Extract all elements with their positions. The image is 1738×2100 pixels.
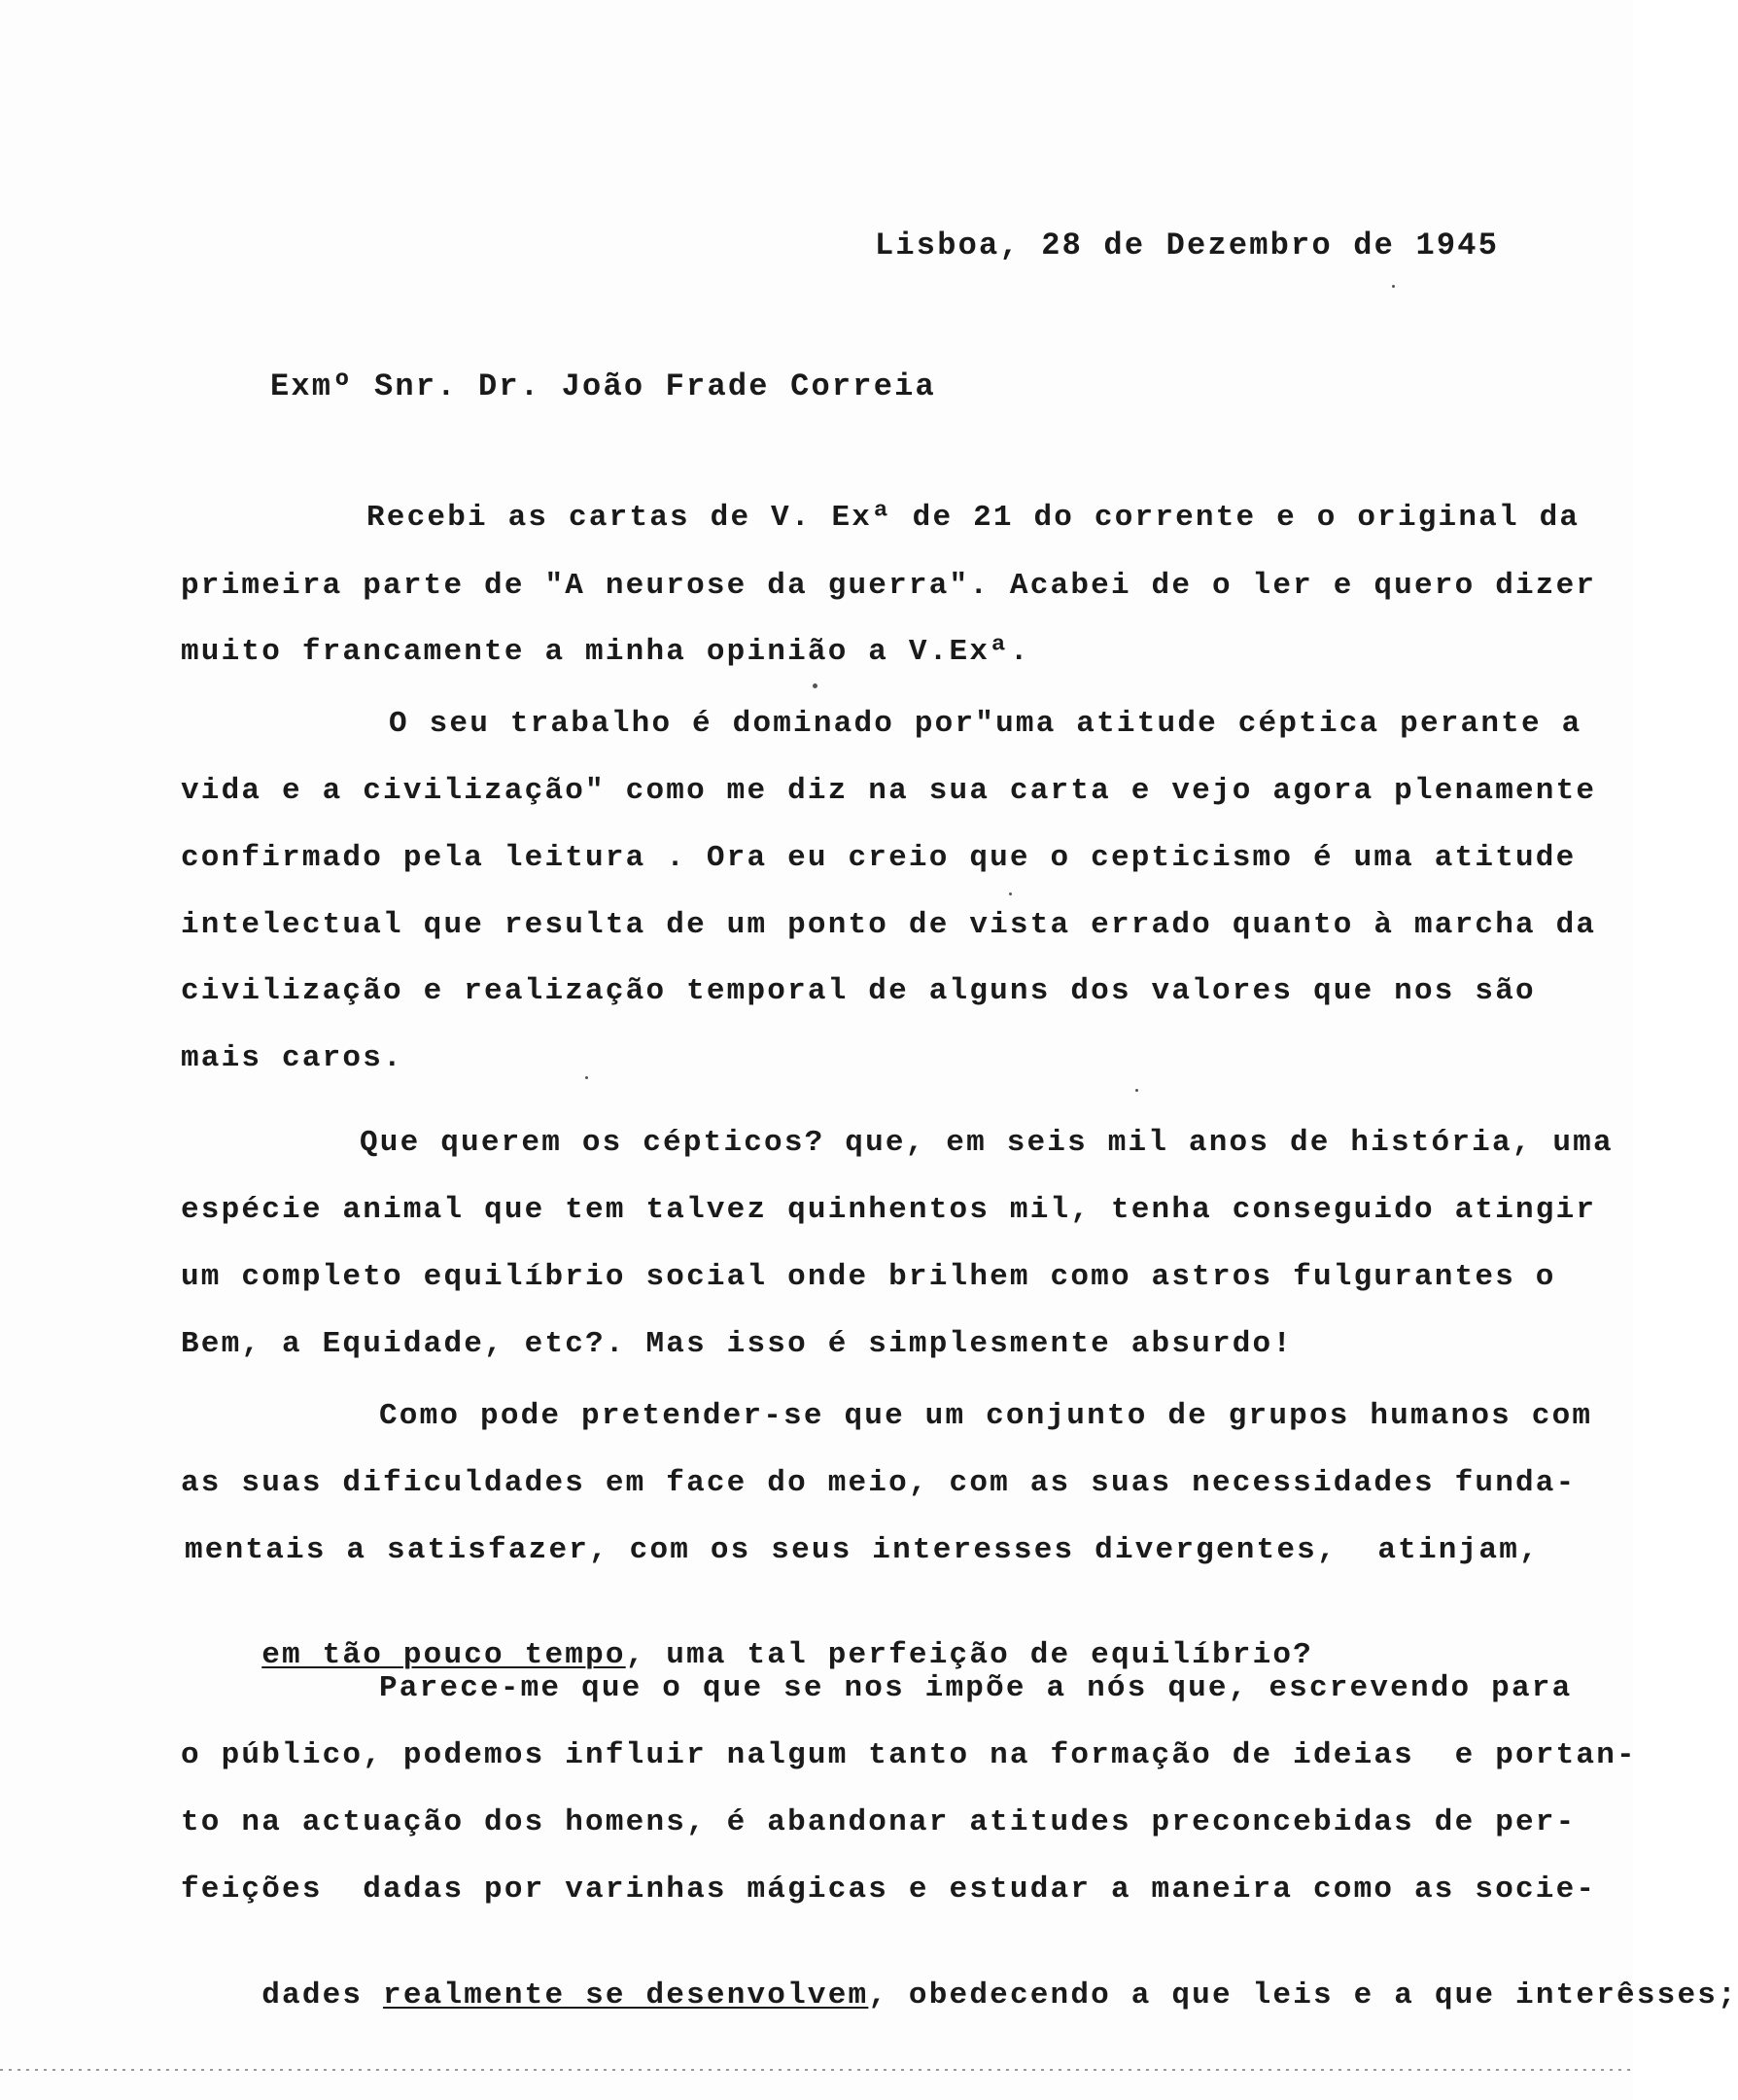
ink-speck	[813, 683, 817, 688]
paragraph-line: feições dadas por varinhas mágicas e estudar a maneira como as socie-	[181, 1872, 1597, 1907]
paragraph-line: Recebi as cartas de V. Exª de 21 do corrente e o original da	[366, 501, 1581, 535]
paragraph-line: um completo equilíbrio social onde brilhem como astros fulgurantes o	[181, 1260, 1556, 1294]
paragraph-line: o público, podemos influir nalgum tanto na formação de ideias e portan-	[181, 1738, 1637, 1772]
paragraph-line: as suas dificuldades em face do meio, com as suas necessidades funda-	[181, 1466, 1577, 1500]
ink-speck	[1392, 285, 1395, 288]
paragraph-line: intelectual que resulta de um ponto de vista errado quanto à marcha da	[181, 908, 1597, 942]
line-continuation: , obedecendo a que leis e a que interêsses;	[868, 1978, 1738, 2012]
paragraph-line: to na actuação dos homens, é abandonar atitudes preconcebidas de per-	[181, 1805, 1577, 1839]
paragraph-line: Que querem os cépticos? que, em seis mil anos de história, uma	[360, 1126, 1614, 1160]
line-continuation: , uma tal perfeição de equilíbrio?	[625, 1638, 1313, 1672]
paragraph-line: espécie animal que tem talvez quinhentos mil, tenha conseguido atingir	[181, 1193, 1597, 1227]
paragraph-line: confirmado pela leitura . Ora eu creio que o cepticismo é uma atitude	[181, 841, 1577, 875]
line-start: dades	[261, 1978, 384, 2012]
paragraph-line: Como pode pretender-se que um conjunto de grupos humanos com	[379, 1399, 1593, 1433]
ink-speck	[585, 1076, 588, 1079]
paragraph-line: O seu trabalho é dominado por"uma atitude céptica perante a	[389, 707, 1582, 741]
letter-salutation: Exmº Snr. Dr. João Frade Correia	[270, 368, 936, 404]
letter-date: Lisboa, 28 de Dezembro de 1945	[875, 228, 1500, 263]
ink-speck	[1009, 892, 1012, 895]
ink-speck	[1135, 1089, 1138, 1092]
paragraph-line: Bem, a Equidade, etc?. Mas isso é simplesmente absurdo!	[181, 1327, 1294, 1361]
paragraph-line: muito francamente a minha opinião a V.Exª.	[181, 635, 1030, 669]
underlined-phrase: realmente se desenvolvem	[383, 1978, 869, 2012]
underlined-phrase: em tão pouco tempo	[261, 1638, 626, 1672]
paragraph-line: mais caros.	[181, 1041, 403, 1075]
paragraph-line: vida e a civilização" como me diz na sua carta e vejo agora plenamente	[181, 774, 1597, 808]
paragraph-line: civilização e realização temporal de alguns dos valores que nos são	[181, 974, 1536, 1008]
paragraph-line: mentais a satisfazer, com os seus interesses divergentes, atinjam,	[185, 1533, 1540, 1567]
page-bottom-edge	[0, 2069, 1633, 2071]
paragraph-line: primeira parte de "A neurose da guerra". Acabei de o ler e quero dizer	[181, 569, 1597, 603]
paragraph-line	[181, 1938, 1738, 2054]
paragraph-line: Parece-me que o que se nos impõe a nós que, escrevendo para	[379, 1671, 1573, 1705]
